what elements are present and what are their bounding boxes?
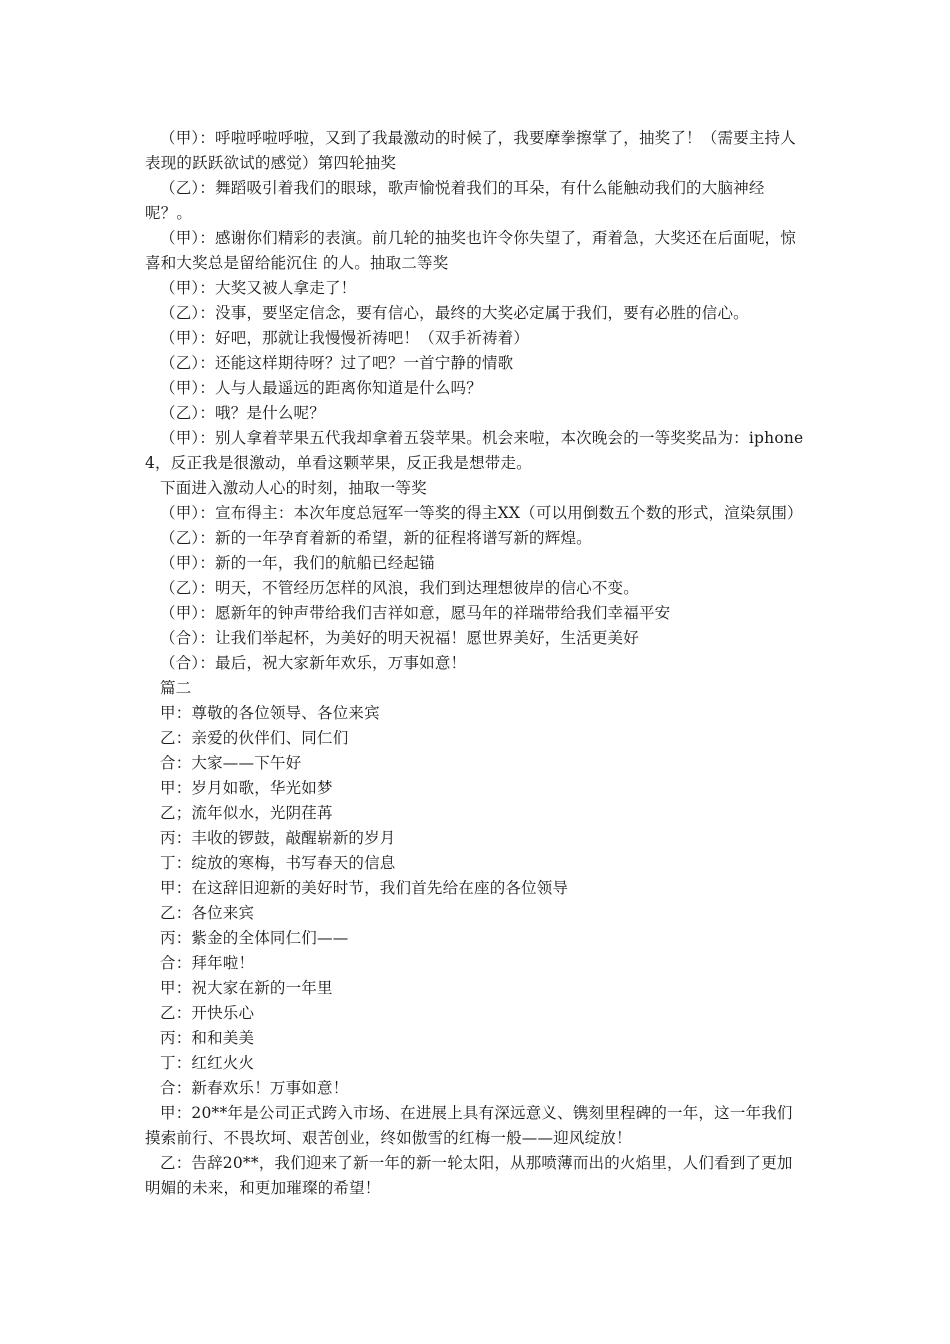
paragraph: （甲）：呼啦呼啦呼啦，又到了我最激动的时候了，我要摩拳擦掌了，抽奖了！（需要主持人表现的跃跃欲试的感觉）第四轮抽奖 xyxy=(145,129,796,172)
paragraph: （甲）：大奖又被人拿走了！ xyxy=(160,279,357,297)
paragraph: 甲：在这辞旧迎新的美好时节，我们首先给在座的各位领导 xyxy=(160,879,569,897)
paragraph: （乙）：新的一年孕育着新的希望，新的征程将谱写新的辉煌。 xyxy=(160,529,592,547)
paragraph: （乙）：舞蹈吸引着我们的眼球，歌声愉悦着我们的耳朵，有什么能触动我们的大脑神经呢？。 xyxy=(145,179,765,222)
paragraph: （乙）：明天，不管经历怎样的风浪，我们到达理想彼岸的信心不变。 xyxy=(160,579,639,597)
paragraph: （乙）：没事，要坚定信念，要有信心，最终的大奖必定属于我们，要有必胜的信心。 xyxy=(160,304,749,322)
paragraph: 丙：丰收的锣鼓，敲醒崭新的岁月 xyxy=(160,829,396,847)
paragraph: （合）：让我们举起杯，为美好的明天祝福！愿世界美好，生活更美好 xyxy=(160,629,639,647)
paragraph: 乙：亲爱的伙伴们、同仁们 xyxy=(160,729,349,747)
paragraph: （甲）：新的一年，我们的航船已经起锚 xyxy=(160,554,435,572)
paragraph: 丙：紫金的全体同仁们—— xyxy=(160,929,349,947)
paragraph: 合：拜年啦！ xyxy=(160,954,255,972)
paragraph: （甲）：愿新年的钟声带给我们吉祥如意，愿马年的祥瑞带给我们幸福平安 xyxy=(160,604,671,622)
paragraph: （甲）：人与人最遥远的距离你知道是什么吗？ xyxy=(160,379,482,397)
paragraph: 丙：和和美美 xyxy=(160,1029,255,1047)
paragraph: 甲：祝大家在新的一年里 xyxy=(160,979,333,997)
paragraph: （乙）：哦？是什么呢？ xyxy=(160,404,325,422)
paragraph: 甲：20**年是公司正式跨入市场、在进展上具有深远意义、镌刻里程碑的一年，这一年我们摸索前行、不畏坎坷、艰苦创业，终如傲雪的红梅一般——迎风绽放！ xyxy=(145,1104,793,1147)
section-heading: 篇二 xyxy=(160,679,192,697)
paragraph: （甲）：别人拿着苹果五代我却拿着五袋苹果。机会来啦，本次晚会的一等奖奖品为：iphone4，反正我是很激动，单看这颗苹果，反正我是想带走。 xyxy=(145,429,804,472)
paragraph: 丁：红红火火 xyxy=(160,1054,255,1072)
paragraph: 甲：岁月如歌，华光如梦 xyxy=(160,779,333,797)
paragraph: 下面进入激动人心的时刻，抽取一等奖 xyxy=(160,479,427,497)
paragraph: 乙；流年似水，光阴荏苒 xyxy=(160,804,333,822)
paragraph: （合）：最后，祝大家新年欢乐，万事如意！ xyxy=(160,654,467,672)
paragraph: 甲：尊敬的各位领导、各位来宾 xyxy=(160,704,380,722)
paragraph: （甲）：宣布得主：本次年度总冠军一等奖的得主XX（可以用倒数五个数的形式，渲染氛围） xyxy=(160,504,803,522)
paragraph: （乙）：还能这样期待呀？过了吧？一首宁静的情歌 xyxy=(160,354,514,372)
paragraph: 丁：绽放的寒梅，书写春天的信息 xyxy=(160,854,396,872)
paragraph: 乙：各位来宾 xyxy=(160,904,255,922)
paragraph: 乙：开快乐心 xyxy=(160,1004,255,1022)
paragraph: 合：新春欢乐！万事如意！ xyxy=(160,1079,349,1097)
paragraph: 乙：告辞20**，我们迎来了新一年的新一轮太阳，从那喷薄而出的火焰里，人们看到了更加明媚的未来，和更加璀璨的希望！ xyxy=(145,1154,793,1197)
document-body xyxy=(145,126,805,1201)
paragraph: （甲）：好吧，那就让我慢慢祈祷吧！（双手祈祷着） xyxy=(160,329,530,347)
paragraph: （甲）：感谢你们精彩的表演。前几轮的抽奖也许令你失望了，甭着急，大奖还在后面呢，惊喜和大奖总是留给能沉住 的人。抽取二等奖 xyxy=(145,229,796,272)
paragraph: 合：大家——下午好 xyxy=(160,754,302,772)
